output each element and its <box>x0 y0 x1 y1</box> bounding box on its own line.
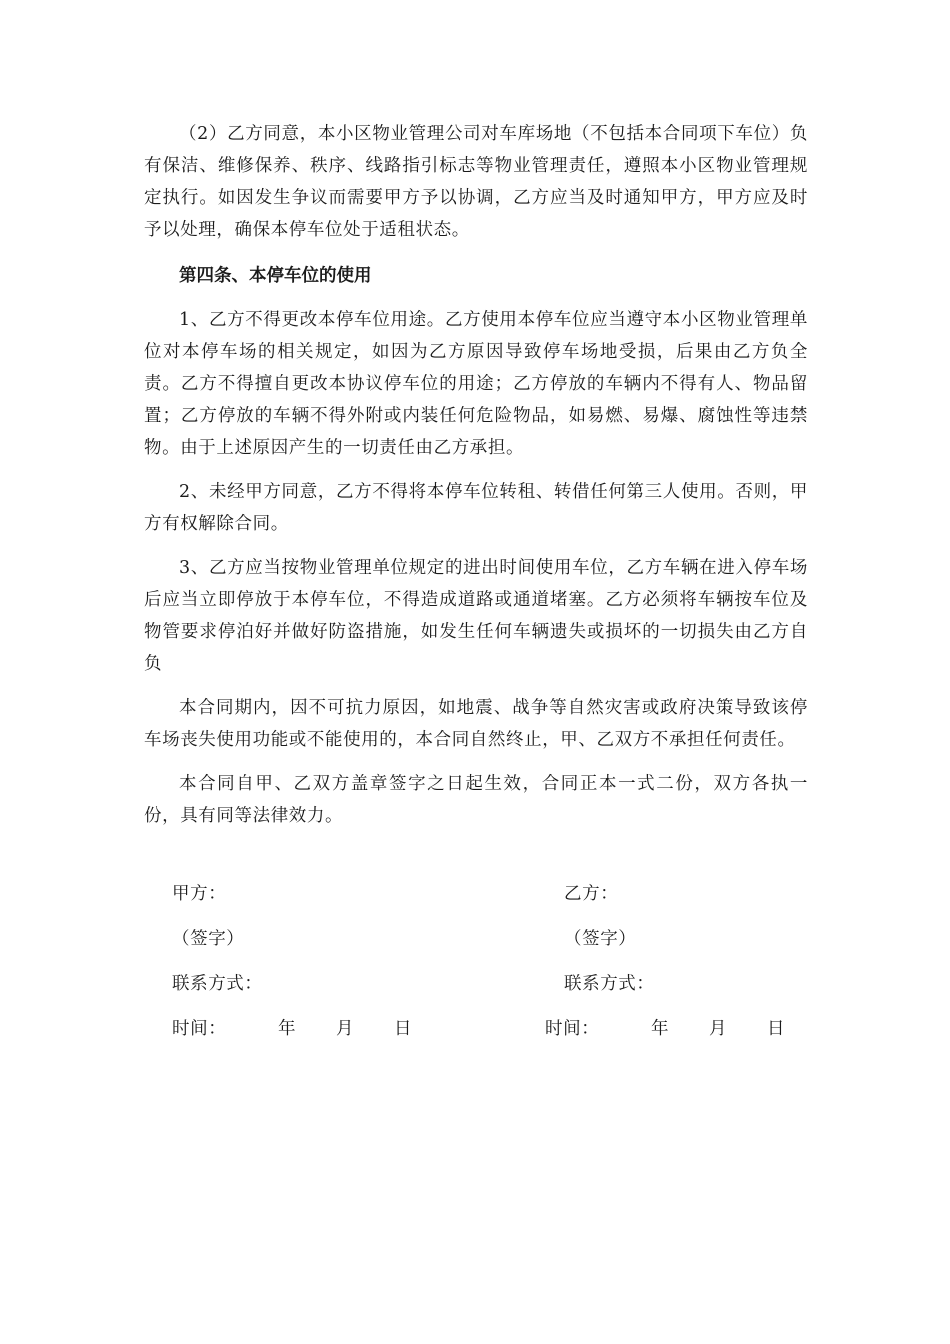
clause-paragraph-property-management: （2）乙方同意，本小区物业管理公司对车库场地（不包括本合同项下车位）负有保洁、维修保养、秩序、线路指引标志等物业管理责任，遵照本小区物业管理规定执行。如因发生争议而需要甲方予以协调，乙方应当及时通知甲方，甲方应及时予以处理，确保本停车位处于适租状态。 <box>144 124 808 240</box>
party-b-contact-field: 联系方式： <box>564 974 655 994</box>
party-a-label: 甲方： <box>172 884 227 904</box>
party-b-sign-field: （签字） <box>564 929 637 949</box>
clause-paragraph-usage-2: 2、未经甲方同意，乙方不得将本停车位转租、转借任何第三人使用。否则，甲方有权解除合同。 <box>144 482 808 534</box>
party-a-year-label: 年 <box>278 1019 296 1039</box>
party-a-day-label: 日 <box>394 1019 412 1039</box>
article-four-heading: 第四条、本停车位的使用 <box>179 266 372 286</box>
party-b-time-field: 时间： <box>545 1019 600 1039</box>
party-b-day-label: 日 <box>767 1019 785 1039</box>
contract-body <box>144 118 808 832</box>
clause-paragraph-usage-3: 3、乙方应当按物业管理单位规定的进出时间使用车位，乙方车辆在进入停车场后应当立即停放于本停车位，不得造成道路或通道堵塞。乙方必须将车辆按车位及物管要求停泊好并做好防盗措施，如发生任何车辆遗失或损坏的一切损失由乙方自负 <box>144 558 808 674</box>
party-a-contact-field: 联系方式： <box>172 974 263 994</box>
party-b-month-label: 月 <box>709 1019 727 1039</box>
party-a-month-label: 月 <box>336 1019 354 1039</box>
party-a-sign-field: （签字） <box>172 929 245 949</box>
effectiveness-paragraph: 本合同自甲、乙双方盖章签字之日起生效，合同正本一式二份，双方各执一份，具有同等法律效力。 <box>144 774 808 826</box>
party-b-label: 乙方： <box>564 884 619 904</box>
party-b-year-label: 年 <box>651 1019 669 1039</box>
clause-paragraph-usage-1: 1、乙方不得更改本停车位用途。乙方使用本停车位应当遵守本小区物业管理单位对本停车场的相关规定，如因为乙方原因导致停车场地受损，后果由乙方负全责。乙方不得擅自更改本协议停车位的用途；乙方停放的车辆内不得有人、物品留置；乙方停放的车辆不得外附或内装任何危险物品，如易燃、易爆、腐蚀性等违禁物。由于上述原因产生的一切责任由乙方承担。 <box>144 310 808 458</box>
force-majeure-paragraph: 本合同期内，因不可抗力原因，如地震、战争等自然灾害或政府决策导致该停车场丧失使用功能或不能使用的，本合同自然终止，甲、乙双方不承担任何责任。 <box>144 698 808 750</box>
party-a-time-field: 时间： <box>172 1019 227 1039</box>
